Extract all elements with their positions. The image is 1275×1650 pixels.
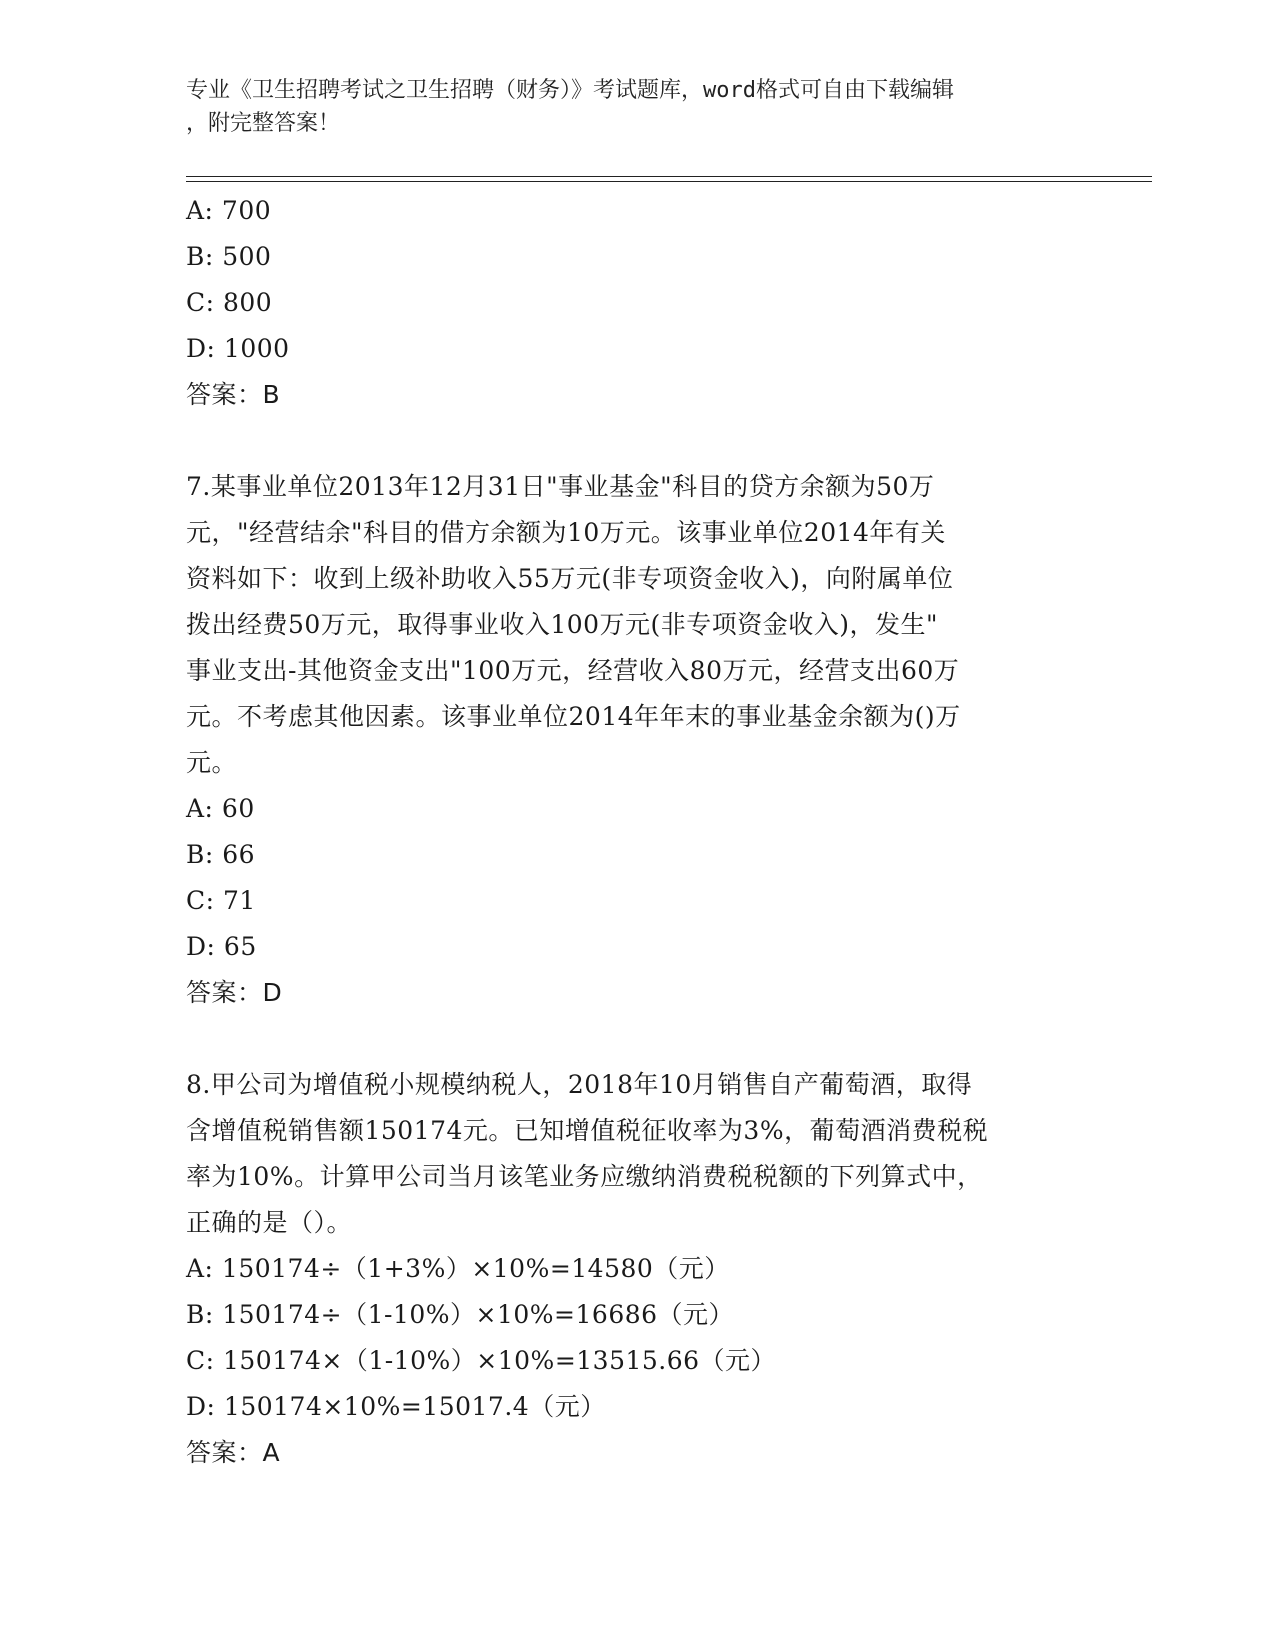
spacer <box>186 418 1086 464</box>
question-line: 率为10%。计算甲公司当月该笔业务应缴纳消费税税额的下列算式中， <box>186 1162 983 1191</box>
question-line: 拨出经费50万元，取得事业收入100万元(非专项资金收入)，发生" <box>186 610 939 639</box>
question-line: 正确的是（）。 <box>186 1208 353 1237</box>
header-line-1: 专业《卫生招聘考试之卫生招聘（财务）》考试题库，word格式可自由下载编辑 <box>186 78 954 103</box>
document-body <box>186 188 1086 1476</box>
answer-line: 答案：B <box>186 380 281 409</box>
header-line-2: ，附完整答案！ <box>186 111 341 136</box>
answer-line: 答案：D <box>186 978 283 1007</box>
option-d: D: 150174×10%=15017.4（元） <box>186 1392 606 1421</box>
option-b: B: 150174÷（1-10%）×10%=16686（元） <box>186 1300 735 1329</box>
question-line: 7.某事业单位2013年12月31日"事业基金"科目的贷方余额为50万 <box>186 472 935 501</box>
header-rule-top <box>186 176 1152 177</box>
option-c: C: 800 <box>186 288 273 317</box>
option-d: D: 65 <box>186 932 257 961</box>
header-rule-bottom <box>186 181 1152 182</box>
question-line: 元。 <box>186 748 238 777</box>
option-c: C: 150174×（1-10%）×10%=13515.66（元） <box>186 1346 777 1375</box>
document-header <box>186 74 1066 140</box>
question-8-text <box>186 1062 1086 1246</box>
question-7-text <box>186 464 1086 786</box>
option-a: A: 700 <box>186 196 272 225</box>
question-line: 资料如下：收到上级补助收入55万元(非专项资金收入)，向附属单位 <box>186 564 954 593</box>
question-line: 元，"经营结余"科目的借方余额为10万元。该事业单位2014年有关 <box>186 518 946 547</box>
option-b: B: 500 <box>186 242 272 271</box>
option-d: D: 1000 <box>186 334 290 363</box>
question-line: 8.甲公司为增值税小规模纳税人，2018年10月销售自产葡萄酒，取得 <box>186 1070 973 1099</box>
option-b: B: 66 <box>186 840 256 869</box>
answer-line: 答案：A <box>186 1438 281 1467</box>
option-a: A: 150174÷（1+3%）×10%=14580（元） <box>186 1254 730 1283</box>
spacer <box>186 1016 1086 1062</box>
question-line: 事业支出-其他资金支出"100万元，经营收入80万元，经营支出60万 <box>186 656 960 685</box>
option-c: C: 71 <box>186 886 256 915</box>
question-line: 含增值税销售额150174元。已知增值税征收率为3%，葡萄酒消费税税 <box>186 1116 989 1145</box>
question-7-block <box>186 464 1086 1016</box>
question-line: 元。不考虑其他因素。该事业单位2014年年末的事业基金余额为()万 <box>186 702 961 731</box>
question-6-block <box>186 188 1086 418</box>
question-8-block <box>186 1062 1086 1476</box>
option-a: A: 60 <box>186 794 255 823</box>
